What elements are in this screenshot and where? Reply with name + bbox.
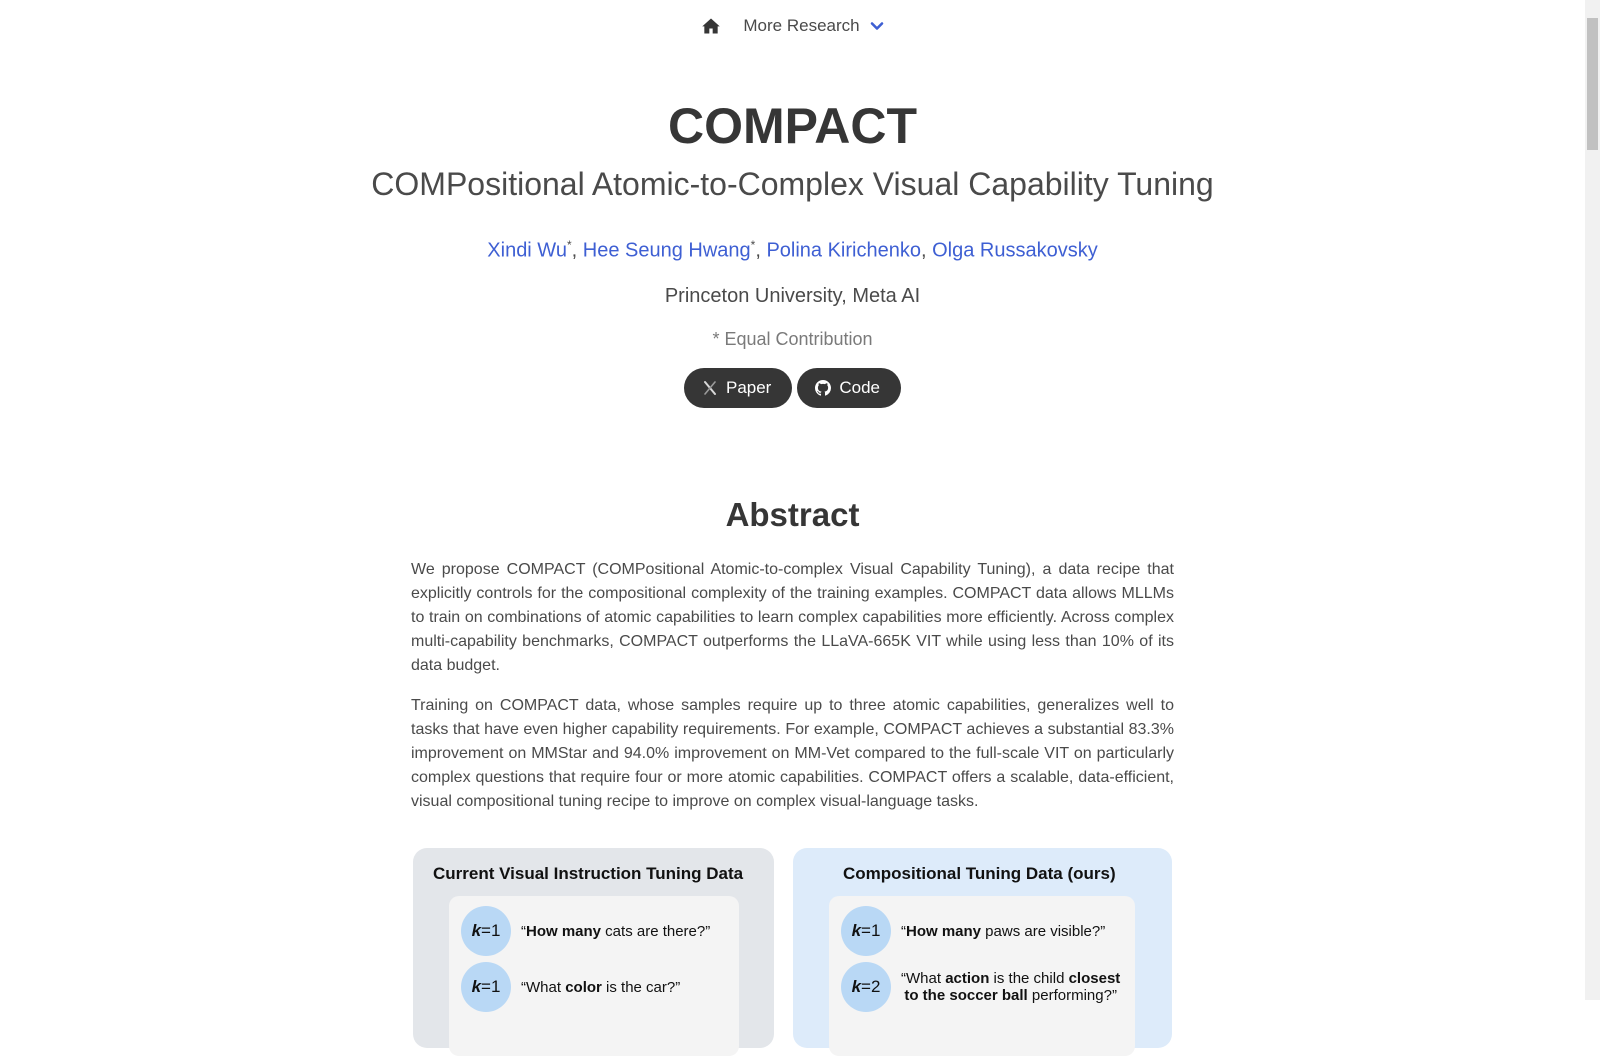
abstract-section xyxy=(411,494,1174,830)
author-separator: , xyxy=(755,239,767,262)
abstract-paragraph: We propose COMPACT (COMPositional Atomic-to-complex Visual Capability Tuning), a data recipe that explicitly controls for the compositional complexity of the training examples. COMPACT data allows MLLMs to train on combinations of atomic capabilities to learn complex capabilities more efficiently. Across complex multi-capability benchmarks, COMPACT outperforms the LLaVA-665K VIT while using less than 10% of its data budget. xyxy=(411,561,1174,674)
author-link[interactable]: Hee Seung Hwang xyxy=(582,239,751,262)
question-card xyxy=(829,896,1135,1056)
hero-section xyxy=(0,96,1585,408)
code-button[interactable] xyxy=(797,368,901,408)
k-badge: k =1 xyxy=(461,962,511,1012)
compositional-data-panel xyxy=(793,848,1172,1048)
question-card xyxy=(449,896,739,1056)
more-research-dropdown[interactable] xyxy=(743,16,883,36)
k-badge: k =1 xyxy=(461,906,511,956)
more-research-label: More Research xyxy=(743,16,860,35)
question-text: “What action is the child closest to the soccer ball performing?” xyxy=(901,970,1121,1004)
chevron-down-icon xyxy=(870,19,884,33)
home-icon xyxy=(701,16,721,36)
link-buttons xyxy=(0,368,1585,408)
page-title: COMPACT xyxy=(667,98,918,154)
k-badge: k =1 xyxy=(841,906,891,956)
author-link[interactable]: Polina Kirichenko xyxy=(766,239,921,262)
author-link[interactable]: Olga Russakovsky xyxy=(932,239,1098,262)
top-navbar xyxy=(0,0,1585,52)
question-text: “What color is the car?” xyxy=(521,978,681,996)
author-link[interactable]: Xindi Wu xyxy=(487,239,567,262)
panel-title: Current Visual Instruction Tuning Data xyxy=(433,864,744,883)
author-separator: , xyxy=(571,239,583,262)
code-button-label: Code xyxy=(839,377,880,397)
author-separator: , xyxy=(920,239,933,262)
arxiv-icon xyxy=(702,380,718,396)
question-row xyxy=(841,962,1120,1012)
question-row xyxy=(841,906,1105,956)
home-link[interactable] xyxy=(701,16,721,36)
github-icon xyxy=(815,380,831,396)
question-text: “How many paws are visible?” xyxy=(901,922,1106,940)
question-row xyxy=(461,962,680,1012)
question-row xyxy=(461,906,710,956)
author-list xyxy=(0,230,1585,266)
abstract-paragraph: Training on COMPACT data, whose samples require up to three atomic capabilities, generalizes well to tasks that have even higher capability requirements. For example, COMPACT achieves a substantial 83.3% improvement on MMStar and 94.0% improvement on MM-Vet compared to the full-scale VIT on particularly complex questions that require four or more atomic capabilities. COMPACT offers a scalable, data-efficient, visual compositional tuning recipe to improve on complex visual-language tasks. xyxy=(411,697,1174,810)
current-data-panel xyxy=(413,848,774,1048)
scrollbar-thumb[interactable] xyxy=(1587,18,1598,150)
author-mark: * xyxy=(750,238,756,252)
affiliation: Princeton University, Meta AI xyxy=(664,284,921,307)
equal-contribution-note: * Equal Contribution xyxy=(712,328,873,349)
abstract-heading: Abstract xyxy=(725,496,860,533)
question-text: “How many cats are there?” xyxy=(521,922,711,940)
page-subtitle: COMPositional Atomic-to-Complex Visual Capability Tuning xyxy=(371,166,1214,202)
author-mark: * xyxy=(566,238,572,252)
k-badge: k =2 xyxy=(841,962,891,1012)
panel-title: Compositional Tuning Data (ours) xyxy=(843,864,1116,883)
paper-button[interactable] xyxy=(684,368,792,408)
paper-button-label: Paper xyxy=(725,377,772,397)
vertical-scrollbar[interactable] xyxy=(1585,0,1600,1000)
